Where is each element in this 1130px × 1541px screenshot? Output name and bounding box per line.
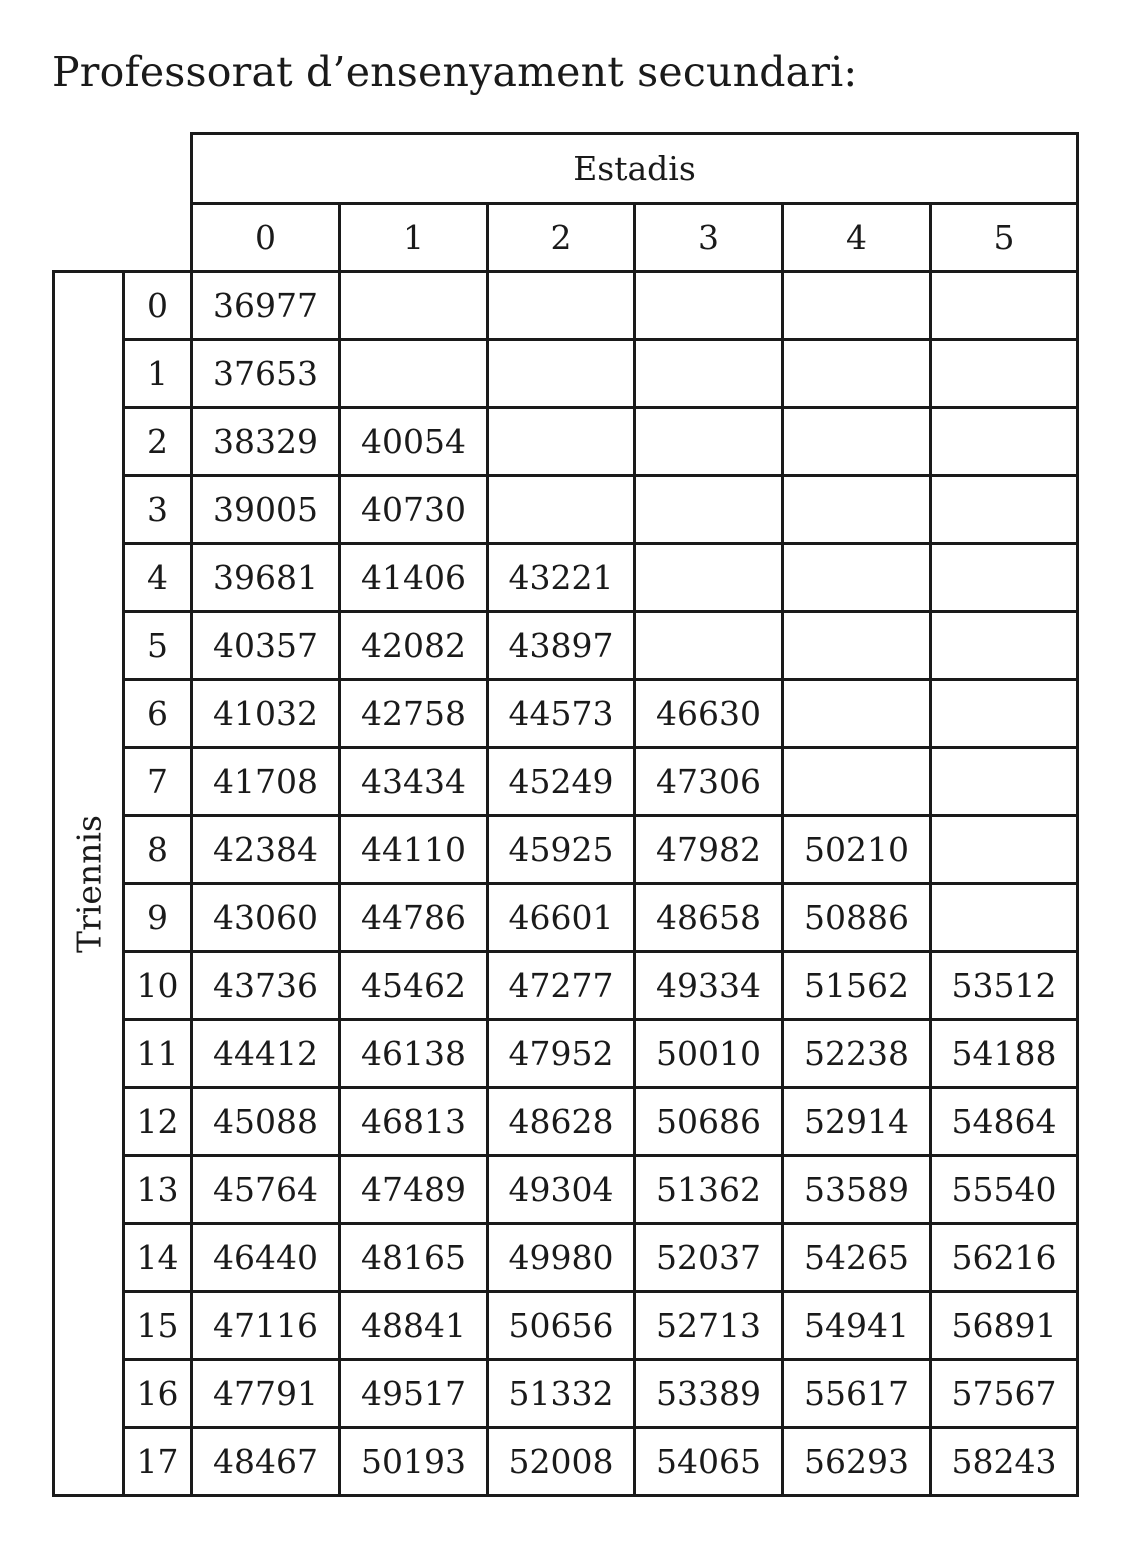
table-cell: 52713	[633, 1290, 784, 1361]
table-cell	[781, 406, 932, 477]
column-group-header: Estadis	[190, 132, 1079, 205]
column-header: 3	[633, 202, 784, 273]
table-cell: 50656	[486, 1290, 636, 1361]
row-group-header	[52, 270, 125, 1497]
table-cell: 44786	[338, 882, 489, 953]
table-cell	[633, 270, 784, 341]
table-cell: 39005	[190, 474, 341, 545]
table-cell	[633, 610, 784, 681]
table-cell: 50886	[781, 882, 932, 953]
row-header: 4	[122, 542, 193, 613]
row-group-label: Triennis	[69, 814, 108, 953]
row-header: 9	[122, 882, 193, 953]
table-cell: 41406	[338, 542, 489, 613]
table-cell	[781, 338, 932, 409]
column-header: 0	[190, 202, 341, 273]
page-title: Professorat d’ensenyament secundari:	[52, 48, 858, 96]
table-cell: 42758	[338, 678, 489, 749]
table-cell: 39681	[190, 542, 341, 613]
table-cell: 52037	[633, 1222, 784, 1293]
table-cell	[781, 678, 932, 749]
table-cell: 45088	[190, 1086, 341, 1157]
table-cell	[633, 542, 784, 613]
table-cell: 43434	[338, 746, 489, 817]
table-cell: 47982	[633, 814, 784, 885]
table-cell: 48658	[633, 882, 784, 953]
table-cell: 54941	[781, 1290, 932, 1361]
column-header: 5	[929, 202, 1079, 273]
table-cell: 49517	[338, 1358, 489, 1429]
row-header: 6	[122, 678, 193, 749]
table-cell: 46138	[338, 1018, 489, 1089]
table-cell: 46813	[338, 1086, 489, 1157]
table-cell: 52008	[486, 1426, 636, 1497]
table-cell: 50210	[781, 814, 932, 885]
table-cell	[781, 542, 932, 613]
table-cell: 43060	[190, 882, 341, 953]
row-header: 7	[122, 746, 193, 817]
row-header: 8	[122, 814, 193, 885]
row-header: 12	[122, 1086, 193, 1157]
table-cell	[929, 678, 1079, 749]
table-cell	[486, 406, 636, 477]
table-cell: 50686	[633, 1086, 784, 1157]
table-cell	[781, 474, 932, 545]
table-cell	[929, 338, 1079, 409]
table-cell: 47952	[486, 1018, 636, 1089]
table-cell: 41032	[190, 678, 341, 749]
table-cell: 46630	[633, 678, 784, 749]
table-cell	[929, 474, 1079, 545]
table-cell	[486, 474, 636, 545]
table-cell	[929, 882, 1079, 953]
column-header: 1	[338, 202, 489, 273]
row-header: 13	[122, 1154, 193, 1225]
table-cell	[338, 270, 489, 341]
table-cell	[929, 814, 1079, 885]
table-cell: 47277	[486, 950, 636, 1021]
row-header: 17	[122, 1426, 193, 1497]
table-cell	[633, 338, 784, 409]
row-header: 10	[122, 950, 193, 1021]
table-cell: 43221	[486, 542, 636, 613]
table-cell: 44573	[486, 678, 636, 749]
table-cell: 46601	[486, 882, 636, 953]
row-header: 2	[122, 406, 193, 477]
table-cell: 51332	[486, 1358, 636, 1429]
table-cell: 50010	[633, 1018, 784, 1089]
row-header: 0	[122, 270, 193, 341]
table-cell: 48841	[338, 1290, 489, 1361]
table-cell	[929, 270, 1079, 341]
table-cell: 43897	[486, 610, 636, 681]
row-header: 3	[122, 474, 193, 545]
table-cell: 42384	[190, 814, 341, 885]
table-cell: 45764	[190, 1154, 341, 1225]
table-cell: 55617	[781, 1358, 932, 1429]
table-cell: 56891	[929, 1290, 1079, 1361]
table-cell: 51562	[781, 950, 932, 1021]
table-cell: 46440	[190, 1222, 341, 1293]
row-header: 11	[122, 1018, 193, 1089]
table-cell	[633, 474, 784, 545]
table-cell: 43736	[190, 950, 341, 1021]
table-cell	[338, 338, 489, 409]
table-cell: 47791	[190, 1358, 341, 1429]
table-cell	[781, 610, 932, 681]
table-cell: 44412	[190, 1018, 341, 1089]
table-cell: 58243	[929, 1426, 1079, 1497]
row-header: 5	[122, 610, 193, 681]
table-cell: 54065	[633, 1426, 784, 1497]
row-header: 15	[122, 1290, 193, 1361]
table-cell: 36977	[190, 270, 341, 341]
table-cell: 57567	[929, 1358, 1079, 1429]
table-cell: 49334	[633, 950, 784, 1021]
table-cell: 47489	[338, 1154, 489, 1225]
row-header: 1	[122, 338, 193, 409]
table-cell: 53512	[929, 950, 1079, 1021]
table-cell: 49980	[486, 1222, 636, 1293]
column-header: 4	[781, 202, 932, 273]
table-cell: 51362	[633, 1154, 784, 1225]
table-cell: 45925	[486, 814, 636, 885]
table-cell: 44110	[338, 814, 489, 885]
table-cell	[486, 338, 636, 409]
table-cell	[929, 542, 1079, 613]
table-cell: 37653	[190, 338, 341, 409]
table-cell: 40730	[338, 474, 489, 545]
table-cell: 48628	[486, 1086, 636, 1157]
row-header: 16	[122, 1358, 193, 1429]
table-cell: 47116	[190, 1290, 341, 1361]
table-cell	[781, 270, 932, 341]
table-cell: 45462	[338, 950, 489, 1021]
table-cell	[929, 406, 1079, 477]
table-cell	[633, 406, 784, 477]
table-cell: 40054	[338, 406, 489, 477]
table-cell: 45249	[486, 746, 636, 817]
table-cell: 40357	[190, 610, 341, 681]
table-cell: 56216	[929, 1222, 1079, 1293]
table-cell: 48467	[190, 1426, 341, 1497]
table-cell	[486, 270, 636, 341]
table-cell: 53389	[633, 1358, 784, 1429]
table-cell: 54188	[929, 1018, 1079, 1089]
table-cell	[929, 610, 1079, 681]
table-cell: 38329	[190, 406, 341, 477]
table-cell: 54864	[929, 1086, 1079, 1157]
table-cell: 52914	[781, 1086, 932, 1157]
table-cell	[929, 746, 1079, 817]
table-cell	[781, 746, 932, 817]
table-cell: 54265	[781, 1222, 932, 1293]
table-cell: 52238	[781, 1018, 932, 1089]
column-header: 2	[486, 202, 636, 273]
table-cell: 53589	[781, 1154, 932, 1225]
row-header: 14	[122, 1222, 193, 1293]
table-cell: 55540	[929, 1154, 1079, 1225]
table-cell: 50193	[338, 1426, 489, 1497]
table-cell: 49304	[486, 1154, 636, 1225]
table-cell: 42082	[338, 610, 489, 681]
table-cell: 48165	[338, 1222, 489, 1293]
table-cell: 47306	[633, 746, 784, 817]
table-cell: 41708	[190, 746, 341, 817]
table-cell: 56293	[781, 1426, 932, 1497]
